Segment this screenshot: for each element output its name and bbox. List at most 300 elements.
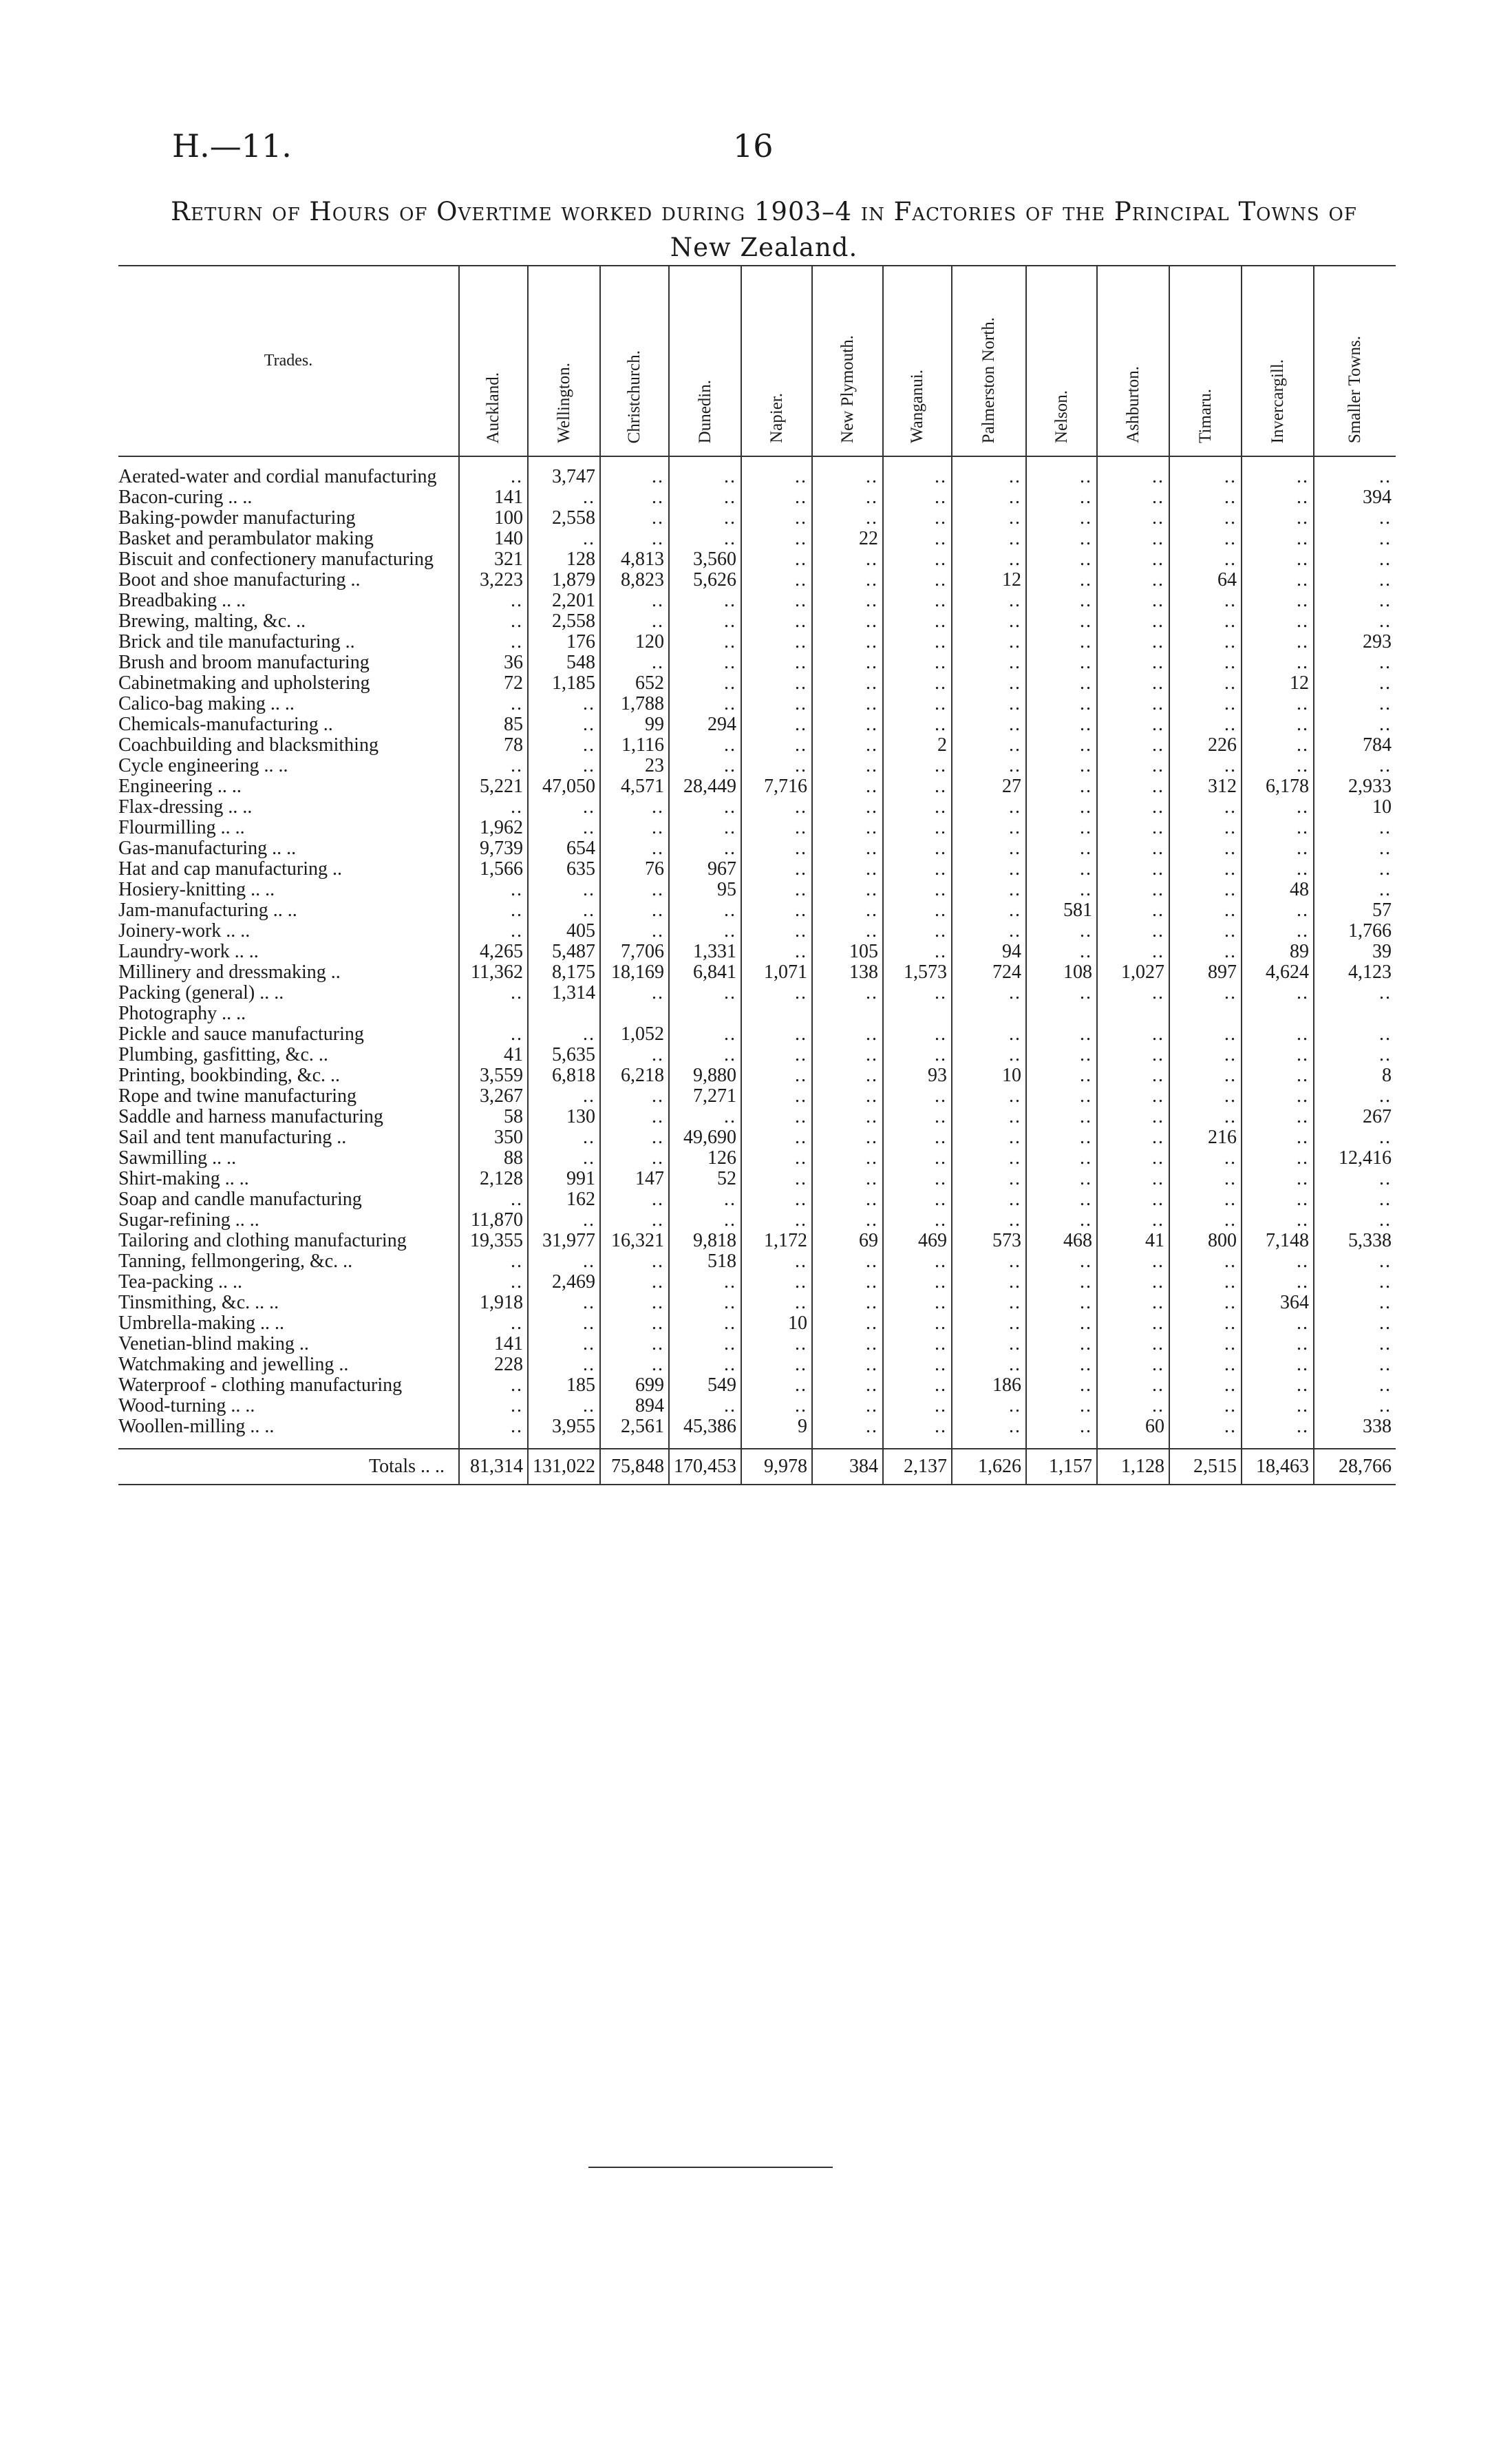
cell-ashburton: .. — [1097, 632, 1169, 652]
cell-nelson: .. — [1026, 1086, 1097, 1107]
trade-name: Coachbuilding and blacksmithing — [118, 734, 379, 756]
table-row — [118, 1334, 1396, 1354]
cell-dunedin: .. — [669, 1024, 741, 1045]
cell-dunedin: 95 — [669, 880, 741, 900]
cell-auckland: 321 — [459, 549, 528, 570]
cell-napier: .. — [741, 456, 812, 487]
cell-timaru: .. — [1169, 714, 1242, 735]
trade-name: Baking-powder manufacturing — [118, 507, 356, 529]
cell-timaru: .. — [1169, 549, 1242, 570]
cell-invercargill: .. — [1242, 529, 1314, 549]
cell-christchurch: 1,116 — [600, 735, 669, 756]
column-label: Auckland. — [484, 372, 502, 443]
cell-new-plymouth: 69 — [812, 1231, 883, 1251]
total-auckland: 81,314 — [459, 1449, 528, 1485]
cell-smaller-towns: .. — [1314, 838, 1396, 859]
table-row — [118, 508, 1396, 529]
cell-wanganui: .. — [883, 1045, 952, 1065]
cell-timaru: .. — [1169, 529, 1242, 549]
cell-nelson: .. — [1026, 838, 1097, 859]
cell-new-plymouth: .. — [812, 632, 883, 652]
cell-auckland: .. — [459, 591, 528, 611]
cell-smaller-towns: .. — [1314, 1189, 1396, 1210]
cell-dunedin: 1,331 — [669, 942, 741, 962]
cell-ashburton: .. — [1097, 1293, 1169, 1313]
cell-napier: .. — [741, 1086, 812, 1107]
table-row — [118, 456, 1396, 487]
cell-napier: .. — [741, 487, 812, 508]
cell-invercargill: .. — [1242, 1024, 1314, 1045]
cell-napier: .. — [741, 694, 812, 714]
cell-wanganui: .. — [883, 632, 952, 652]
cell-wellington: .. — [528, 1210, 600, 1231]
cell-smaller-towns: .. — [1314, 1293, 1396, 1313]
trade-name: Engineering .. .. — [118, 776, 242, 797]
cell-nelson: .. — [1026, 1396, 1097, 1416]
cell-ashburton: .. — [1097, 1169, 1169, 1189]
cell-wanganui: .. — [883, 838, 952, 859]
table-row — [118, 673, 1396, 694]
cell-ashburton: 60 — [1097, 1416, 1169, 1449]
table-row — [118, 797, 1396, 818]
cell-napier: .. — [741, 1169, 812, 1189]
cell-wanganui: .. — [883, 776, 952, 797]
cell-ashburton: .. — [1097, 1148, 1169, 1169]
table-row — [118, 1251, 1396, 1272]
cell-timaru: .. — [1169, 1251, 1242, 1272]
cell-christchurch: 147 — [600, 1169, 669, 1189]
cell-smaller-towns: 338 — [1314, 1416, 1396, 1449]
cell-timaru: .. — [1169, 591, 1242, 611]
cell-new-plymouth: .. — [812, 859, 883, 880]
cell-christchurch: .. — [600, 880, 669, 900]
cell-smaller-towns: 8 — [1314, 1065, 1396, 1086]
cell-wellington: .. — [528, 1086, 600, 1107]
cell-wanganui: .. — [883, 756, 952, 776]
page-header — [172, 127, 1390, 182]
cell-auckland: .. — [459, 1024, 528, 1045]
table-row — [118, 632, 1396, 652]
cell-nelson: .. — [1026, 1045, 1097, 1065]
cell-ashburton: .. — [1097, 756, 1169, 776]
cell-nelson: .. — [1026, 487, 1097, 508]
cell-smaller-towns: .. — [1314, 549, 1396, 570]
cell-auckland: 1,566 — [459, 859, 528, 880]
cell-christchurch: .. — [600, 1354, 669, 1375]
cell-palmerston-north: 186 — [952, 1375, 1026, 1396]
cell-wellington: 1,314 — [528, 983, 600, 1003]
cell-smaller-towns: 784 — [1314, 735, 1396, 756]
cell-dunedin: .. — [669, 1334, 741, 1354]
trade-name: Woollen-milling .. .. — [118, 1416, 275, 1437]
column-header-dunedin — [669, 266, 741, 456]
cell-wanganui: .. — [883, 1375, 952, 1396]
cell-dunedin: .. — [669, 1107, 741, 1127]
table-row — [118, 714, 1396, 735]
cell-dunedin: .. — [669, 456, 741, 487]
cell-christchurch: 652 — [600, 673, 669, 694]
cell-napier: .. — [741, 756, 812, 776]
column-label: Wanganui. — [908, 370, 926, 443]
cell-christchurch: 4,813 — [600, 549, 669, 570]
cell-invercargill: .. — [1242, 487, 1314, 508]
cell-palmerston-north: .. — [952, 1313, 1026, 1334]
cell-smaller-towns: 57 — [1314, 900, 1396, 921]
trade-name: Laundry-work .. .. — [118, 941, 259, 962]
cell-auckland: 350 — [459, 1127, 528, 1148]
total-nelson: 1,157 — [1026, 1449, 1097, 1485]
cell-invercargill: .. — [1242, 549, 1314, 570]
table-row — [118, 1416, 1396, 1449]
cell-invercargill: .. — [1242, 1313, 1314, 1334]
cell-wellington — [528, 1003, 600, 1024]
cell-invercargill: .. — [1242, 1334, 1314, 1354]
cell-christchurch: 76 — [600, 859, 669, 880]
cell-napier: .. — [741, 818, 812, 838]
cell-nelson: .. — [1026, 632, 1097, 652]
column-header-ashburton — [1097, 266, 1169, 456]
trade-name: Bacon-curing .. .. — [118, 487, 253, 508]
cell-wanganui: .. — [883, 549, 952, 570]
total-wellington: 131,022 — [528, 1449, 600, 1485]
cell-napier: .. — [741, 880, 812, 900]
cell-dunedin: .. — [669, 1396, 741, 1416]
cell-palmerston-north: .. — [952, 880, 1026, 900]
cell-invercargill: .. — [1242, 591, 1314, 611]
cell-invercargill: 89 — [1242, 942, 1314, 962]
cell-ashburton: .. — [1097, 1127, 1169, 1148]
cell-christchurch: .. — [600, 487, 669, 508]
cell-christchurch: .. — [600, 1127, 669, 1148]
cell-new-plymouth: .. — [812, 1169, 883, 1189]
cell-dunedin: .. — [669, 1045, 741, 1065]
column-header-wanganui — [883, 266, 952, 456]
cell-invercargill: .. — [1242, 818, 1314, 838]
cell-wellington: .. — [528, 1293, 600, 1313]
column-label: Ashburton. — [1123, 366, 1142, 443]
cell-new-plymouth: .. — [812, 456, 883, 487]
cell-new-plymouth: .. — [812, 838, 883, 859]
column-label: Christchurch. — [625, 350, 643, 443]
cell-auckland — [459, 1003, 528, 1024]
title-line-2: New Zealand. — [670, 233, 858, 262]
cell-auckland: 78 — [459, 735, 528, 756]
cell-ashburton: .. — [1097, 673, 1169, 694]
cell-auckland: .. — [459, 1272, 528, 1293]
table-row — [118, 529, 1396, 549]
cell-palmerston-north: .. — [952, 1148, 1026, 1169]
table-row — [118, 1024, 1396, 1045]
cell-wanganui: .. — [883, 942, 952, 962]
cell-wanganui: .. — [883, 694, 952, 714]
cell-invercargill: .. — [1242, 735, 1314, 756]
cell-smaller-towns: 4,123 — [1314, 962, 1396, 983]
trade-name: Saddle and harness manufacturing — [118, 1106, 383, 1127]
cell-invercargill: .. — [1242, 1189, 1314, 1210]
trade-name: Waterproof - clothing manufacturing — [118, 1374, 403, 1396]
cell-invercargill: .. — [1242, 1251, 1314, 1272]
cell-new-plymouth: .. — [812, 900, 883, 921]
cell-dunedin: 9,880 — [669, 1065, 741, 1086]
cell-palmerston-north: 724 — [952, 962, 1026, 983]
column-label: Timaru. — [1195, 389, 1215, 443]
cell-invercargill: 6,178 — [1242, 776, 1314, 797]
cell-christchurch: .. — [600, 797, 669, 818]
cell-auckland: 100 — [459, 508, 528, 529]
table-title — [138, 194, 1390, 266]
cell-auckland: 11,870 — [459, 1210, 528, 1231]
cell-wanganui: .. — [883, 1024, 952, 1045]
table-row — [118, 1293, 1396, 1313]
cell-napier: 9 — [741, 1416, 812, 1449]
trade-name: Chemicals-manufacturing .. — [118, 714, 333, 735]
totals-row — [118, 1449, 1396, 1485]
cell-smaller-towns: 394 — [1314, 487, 1396, 508]
cell-wanganui: .. — [883, 1313, 952, 1334]
cell-napier: .. — [741, 735, 812, 756]
overtime-table — [118, 265, 1396, 1485]
cell-dunedin: .. — [669, 921, 741, 942]
cell-palmerston-north: 573 — [952, 1231, 1026, 1251]
trade-name: Venetian-blind making .. — [118, 1333, 309, 1354]
cell-invercargill: .. — [1242, 1416, 1314, 1449]
cell-auckland: 19,355 — [459, 1231, 528, 1251]
cell-christchurch: 23 — [600, 756, 669, 776]
cell-wellington: .. — [528, 1313, 600, 1334]
cell-wanganui: 1,573 — [883, 962, 952, 983]
cell-ashburton: .. — [1097, 859, 1169, 880]
cell-wellington: 3,747 — [528, 456, 600, 487]
trade-name: Sugar-refining .. .. — [118, 1209, 259, 1231]
cell-timaru: .. — [1169, 1189, 1242, 1210]
cell-dunedin: .. — [669, 756, 741, 776]
cell-napier: .. — [741, 529, 812, 549]
cell-wanganui: .. — [883, 859, 952, 880]
cell-wanganui: .. — [883, 983, 952, 1003]
cell-new-plymouth: .. — [812, 570, 883, 591]
cell-new-plymouth: .. — [812, 611, 883, 632]
cell-dunedin: .. — [669, 900, 741, 921]
cell-timaru — [1169, 1003, 1242, 1024]
cell-timaru: .. — [1169, 838, 1242, 859]
cell-palmerston-north: .. — [952, 1045, 1026, 1065]
cell-invercargill: .. — [1242, 859, 1314, 880]
closing-rule — [588, 2167, 833, 2168]
cell-new-plymouth: .. — [812, 776, 883, 797]
cell-timaru: .. — [1169, 1313, 1242, 1334]
cell-timaru: .. — [1169, 1045, 1242, 1065]
cell-dunedin: .. — [669, 1313, 741, 1334]
cell-palmerston-north: .. — [952, 1169, 1026, 1189]
cell-wanganui: .. — [883, 456, 952, 487]
cell-palmerston-north: .. — [952, 1210, 1026, 1231]
cell-auckland: .. — [459, 1251, 528, 1272]
cell-invercargill — [1242, 1003, 1314, 1024]
cell-timaru: .. — [1169, 756, 1242, 776]
cell-timaru: 897 — [1169, 962, 1242, 983]
cell-timaru: .. — [1169, 673, 1242, 694]
cell-ashburton: .. — [1097, 1334, 1169, 1354]
cell-napier: .. — [741, 570, 812, 591]
cell-ashburton: .. — [1097, 529, 1169, 549]
cell-napier: .. — [741, 1127, 812, 1148]
cell-christchurch: 99 — [600, 714, 669, 735]
table-row — [118, 611, 1396, 632]
cell-wellington: 31,977 — [528, 1231, 600, 1251]
cell-palmerston-north: .. — [952, 652, 1026, 673]
total-new-plymouth: 384 — [812, 1449, 883, 1485]
cell-napier: .. — [741, 652, 812, 673]
trade-name: Wood-turning .. .. — [118, 1395, 255, 1416]
cell-nelson: .. — [1026, 1375, 1097, 1396]
cell-nelson: .. — [1026, 570, 1097, 591]
cell-palmerston-north — [952, 1003, 1026, 1024]
cell-auckland: 1,918 — [459, 1293, 528, 1313]
cell-new-plymouth: .. — [812, 508, 883, 529]
column-label: Dunedin. — [695, 379, 714, 443]
cell-wellington: 548 — [528, 652, 600, 673]
cell-wellington: .. — [528, 487, 600, 508]
table-row — [118, 652, 1396, 673]
cell-timaru: 216 — [1169, 1127, 1242, 1148]
cell-timaru: .. — [1169, 1086, 1242, 1107]
column-label: Nelson. — [1052, 390, 1071, 443]
table-row — [118, 962, 1396, 983]
cell-napier: .. — [741, 1107, 812, 1127]
cell-ashburton: .. — [1097, 983, 1169, 1003]
cell-invercargill: 4,624 — [1242, 962, 1314, 983]
cell-invercargill: .. — [1242, 1107, 1314, 1127]
cell-wellington: .. — [528, 756, 600, 776]
table-row — [118, 1375, 1396, 1396]
cell-smaller-towns: .. — [1314, 591, 1396, 611]
trade-name: Jam-manufacturing .. .. — [118, 900, 297, 921]
cell-smaller-towns: .. — [1314, 756, 1396, 776]
cell-dunedin: .. — [669, 1293, 741, 1313]
cell-nelson: .. — [1026, 776, 1097, 797]
cell-nelson: .. — [1026, 549, 1097, 570]
cell-timaru: 64 — [1169, 570, 1242, 591]
cell-new-plymouth — [812, 1003, 883, 1024]
cell-invercargill: .. — [1242, 1127, 1314, 1148]
cell-timaru: .. — [1169, 900, 1242, 921]
cell-napier: .. — [741, 673, 812, 694]
cell-ashburton: .. — [1097, 1354, 1169, 1375]
total-palmerston-north: 1,626 — [952, 1449, 1026, 1485]
table-row — [118, 776, 1396, 797]
cell-timaru: .. — [1169, 1210, 1242, 1231]
cell-new-plymouth: .. — [812, 1189, 883, 1210]
cell-palmerston-north: .. — [952, 1293, 1026, 1313]
cell-smaller-towns: .. — [1314, 1169, 1396, 1189]
cell-wellington: 176 — [528, 632, 600, 652]
cell-smaller-towns: 39 — [1314, 942, 1396, 962]
cell-invercargill: .. — [1242, 694, 1314, 714]
cell-palmerston-north: .. — [952, 921, 1026, 942]
cell-wanganui — [883, 1003, 952, 1024]
cell-wellington: 405 — [528, 921, 600, 942]
cell-dunedin: 45,386 — [669, 1416, 741, 1449]
cell-ashburton: .. — [1097, 1313, 1169, 1334]
cell-wanganui: .. — [883, 900, 952, 921]
column-header-trades: Trades. — [118, 266, 459, 456]
table-row — [118, 1107, 1396, 1127]
cell-nelson: .. — [1026, 652, 1097, 673]
cell-new-plymouth: .. — [812, 1148, 883, 1169]
column-label: Napier. — [767, 393, 786, 443]
cell-wanganui: .. — [883, 1107, 952, 1127]
cell-wellington: 654 — [528, 838, 600, 859]
column-header-new-plymouth — [812, 266, 883, 456]
cell-smaller-towns: .. — [1314, 1354, 1396, 1375]
table-row — [118, 591, 1396, 611]
cell-wanganui: .. — [883, 1334, 952, 1354]
cell-wellington: .. — [528, 1024, 600, 1045]
cell-napier: .. — [741, 1065, 812, 1086]
cell-napier: .. — [741, 1024, 812, 1045]
cell-invercargill: 12 — [1242, 673, 1314, 694]
cell-nelson: .. — [1026, 1354, 1097, 1375]
cell-ashburton: .. — [1097, 652, 1169, 673]
cell-christchurch: .. — [600, 818, 669, 838]
cell-timaru: .. — [1169, 1065, 1242, 1086]
cell-ashburton — [1097, 1003, 1169, 1024]
cell-wanganui: .. — [883, 1210, 952, 1231]
cell-new-plymouth: .. — [812, 652, 883, 673]
cell-auckland: 3,223 — [459, 570, 528, 591]
cell-timaru: .. — [1169, 1293, 1242, 1313]
cell-napier: .. — [741, 983, 812, 1003]
cell-new-plymouth: .. — [812, 921, 883, 942]
cell-new-plymouth: .. — [812, 1127, 883, 1148]
cell-wanganui: .. — [883, 1293, 952, 1313]
cell-new-plymouth: .. — [812, 1375, 883, 1396]
cell-christchurch: .. — [600, 1293, 669, 1313]
cell-timaru: .. — [1169, 1334, 1242, 1354]
cell-invercargill: .. — [1242, 508, 1314, 529]
cell-christchurch: .. — [600, 1107, 669, 1127]
cell-palmerston-north: .. — [952, 1396, 1026, 1416]
cell-smaller-towns: .. — [1314, 859, 1396, 880]
cell-nelson: .. — [1026, 983, 1097, 1003]
cell-smaller-towns: 10 — [1314, 797, 1396, 818]
cell-christchurch: .. — [600, 1251, 669, 1272]
column-label: Smaller Towns. — [1345, 335, 1364, 443]
cell-ashburton: .. — [1097, 1375, 1169, 1396]
cell-smaller-towns: 267 — [1314, 1107, 1396, 1127]
cell-new-plymouth: .. — [812, 735, 883, 756]
column-header-invercargill — [1242, 266, 1314, 456]
cell-new-plymouth: .. — [812, 1416, 883, 1449]
cell-auckland: 1,962 — [459, 818, 528, 838]
trade-name: Flax-dressing .. .. — [118, 796, 253, 818]
cell-auckland: .. — [459, 611, 528, 632]
trade-name: Tailoring and clothing manufacturing — [118, 1230, 407, 1251]
cell-nelson: .. — [1026, 529, 1097, 549]
cell-dunedin: .. — [669, 1210, 741, 1231]
cell-smaller-towns: 2,933 — [1314, 776, 1396, 797]
trade-name: Shirt-making .. .. — [118, 1168, 249, 1189]
cell-nelson: .. — [1026, 1251, 1097, 1272]
cell-ashburton: 41 — [1097, 1231, 1169, 1251]
cell-dunedin: .. — [669, 487, 741, 508]
cell-timaru: .. — [1169, 1375, 1242, 1396]
trade-name: Joinery-work .. .. — [118, 920, 251, 942]
cell-auckland: .. — [459, 632, 528, 652]
cell-smaller-towns: .. — [1314, 529, 1396, 549]
cell-auckland: 9,739 — [459, 838, 528, 859]
cell-wellington: 8,175 — [528, 962, 600, 983]
